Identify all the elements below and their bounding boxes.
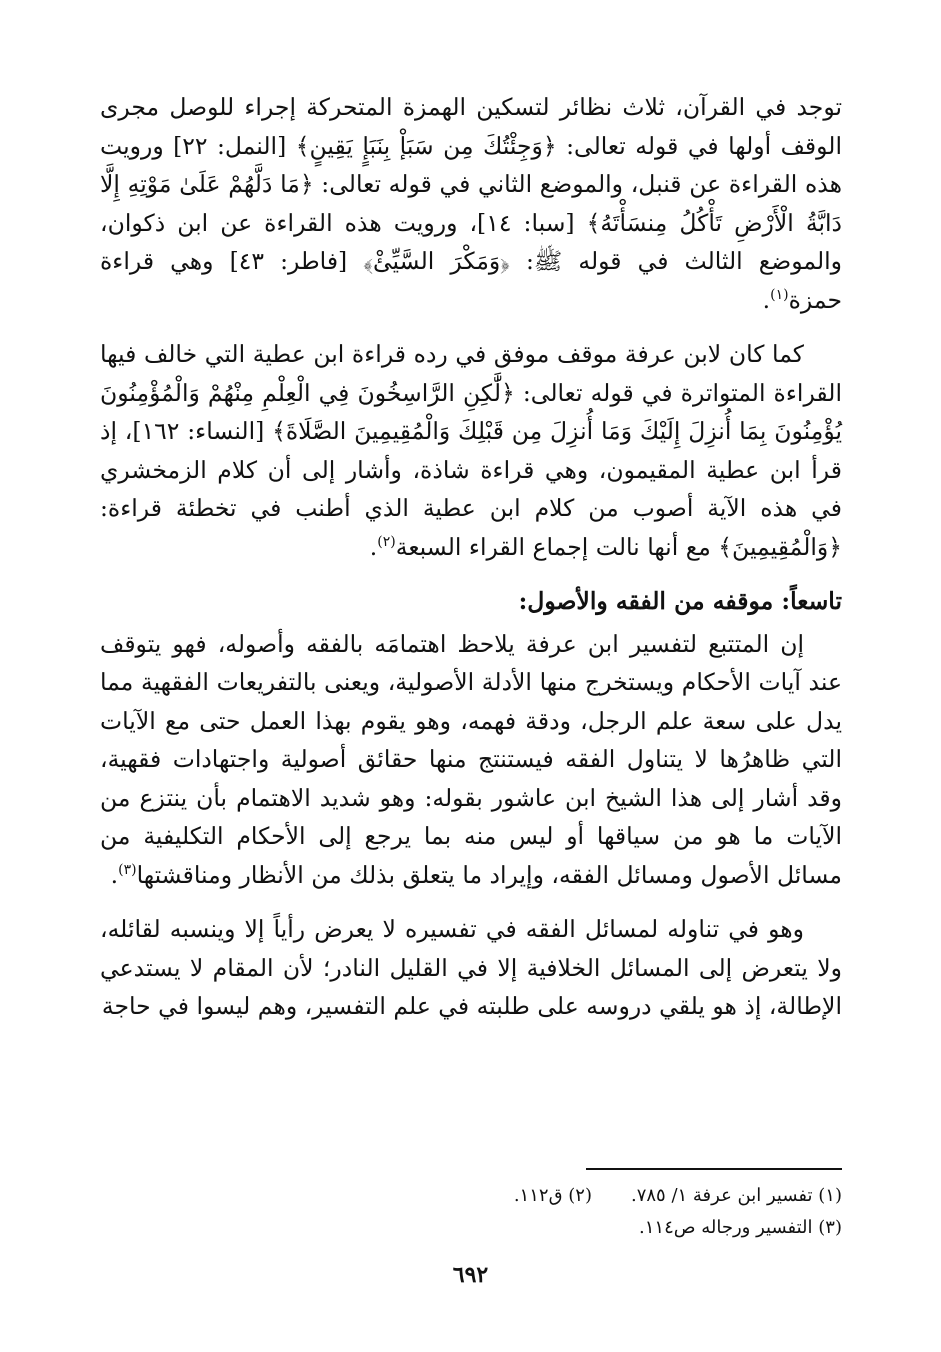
footnote-1-text: تفسير ابن عرفة ١/ ٧٨٥.	[630, 1185, 813, 1206]
footnote-ref-2: (٢)	[377, 533, 396, 550]
paragraph-1-text: توجد في القرآن، ثلاث نظائر لتسكين الهمزة المتحركة إجراء للوصل مجرى الوقف أولها في قوله تعالى: ﴿وَجِئْتُكَ مِن سَبَإْ بِنَبَإٍ يَقِينٍ﴾ [النمل: ٢٢] ورويت هذه القراءة عن قنبل، والموضع الثاني في قوله تعالى: ﴿مَا دَلَّهُمْ عَلَىٰ مَوْتِهِ إِلَّا دَابَّةُ الْأَرْضِ تَأْكُلُ مِنسَأْتَهُ﴾ [سبا: ١٤]، ورويت هذه القراءة عن ابن ذكوان، والموضع الثالث في قوله ﷺ: ﴿وَمَكْرَ السَّيِّئْ﴾ [فاطر: ٤٣] وهي قراءة حمزة	[100, 93, 842, 314]
body-text	[100, 88, 842, 1042]
footnote-row	[100, 1180, 842, 1212]
footnote-3-text: التفسير ورجاله ص١١٤.	[639, 1217, 813, 1238]
section-heading-title: موقفه من الفقه والأصول:	[518, 587, 774, 615]
footnote-3	[639, 1212, 842, 1244]
paragraph-3: إن المتتبع لتفسير ابن عرفة يلاحظ اهتمامَه بالفقه وأصوله، فهو يتوقف عند آيات الأحكام ويستخرج منها الأدلة الأصولية، ويعنى بالتفريعات الفقهية مما يدل على سعة علم الرجل، ودقة فهمه، وهو يقوم بهذا العمل حتى مع الآيات التي ظاهرُها لا يتناول الفقه فيستنتج منها حقائق أصولية واجتهادات فقهية، وقد أشار إلى هذا الشيخ ابن عاشور بقوله: وهو شديد الاهتمام بأن ينتزع من الآيات ما هو من سياقها أو ليس منه بما يرجع إلى الأحكام التكليفية من مسائل الأصول ومسائل الفقه، وإيراد ما يتعلق بذلك من الأنظار ومناقشتها$^{(٣)}$.	[100, 629, 842, 889]
footnote-2	[514, 1180, 592, 1212]
paragraph-2-text: كما كان لابن عرفة موقف موفق في رده قراءة ابن عطية التي خالف فيها القراءة المتواترة في قوله تعالى: ﴿لَّٰكِنِ الرَّاسِخُونَ فِي الْعِلْمِ مِنْهُمْ وَالْمُؤْمِنُونَ يُؤْمِنُونَ بِمَا أُنزِلَ إِلَيْكَ وَمَا أُنزِلَ مِن قَبْلِكَ وَالْمُقِيمِينَ الصَّلَاةَ﴾ [النساء: ١٦٢]، إذ قرأ ابن عطية المقيمون، وهي قراءة شاذة، وأشار إلى أن كلام الزمخشري في هذه الآية أصوب من كلام ابن عطية الذي أطنب في تخطئة قراءة: ﴿وَالْمُقِيمِينَ﴾ مع أنها نالت إجماع القراء السبعة	[100, 340, 843, 561]
section-heading	[100, 582, 842, 621]
footnote-1-number: (١)	[818, 1185, 842, 1206]
footnote-ref-1: (١)	[770, 286, 789, 303]
footnote-1	[592, 1180, 842, 1212]
footnotes	[100, 1180, 842, 1244]
footnote-ref-3: (٣)	[118, 861, 137, 878]
paragraph-4	[100, 910, 842, 1026]
page-number: ٦٩٢	[452, 1262, 489, 1288]
paragraph-4-text: وهو في تناوله لمسائل الفقه في تفسيره لا يعرض رأياً إلا وينسبه لقائله، ولا يتعرض إلى المسائل الخلافية إلا في القليل النادر؛ لأن المقام لا يستدعي الإطالة، إذ هو يلقي دروسه على طلبته في علم التفسير، وهم ليسوا في حاجة	[100, 915, 842, 1020]
paragraph-3-text: إن المتتبع لتفسير ابن عرفة يلاحظ اهتمامَه بالفقه وأصوله، فهو يتوقف عند آيات الأحكام ويستخرج منها الأدلة الأصولية، ويعنى بالتفريعات الفقهية مما يدل على سعة علم الرجل، ودقة فهمه، وهو يقوم بهذا العمل حتى مع الآيات التي ظاهرُها لا يتناول الفقه فيستنتج منها حقائق أصولية واجتهادات فقهية، وقد أشار إلى هذا الشيخ ابن عاشور بقوله: وهو شديد الاهتمام بأن ينتزع من الآيات ما هو من سياقها أو ليس منه بما يرجع إلى الأحكام التكليفية من مسائل الأصول ومسائل الفقه، وإيراد ما يتعلق بذلك من الأنظار ومناقشتها	[100, 629, 842, 889]
footnote-2-number: (٢)	[568, 1185, 592, 1206]
paragraph-2: كما كان لابن عرفة موقف موفق في رده قراءة ابن عطية التي خالف فيها القراءة المتواترة في قوله تعالى: ﴿لَّٰكِنِ الرَّاسِخُونَ فِي الْعِلْمِ مِنْهُمْ وَالْمُؤْمِنُونَ يُؤْمِنُونَ بِمَا أُنزِلَ إِلَيْكَ وَمَا أُنزِلَ مِن قَبْلِكَ وَالْمُقِيمِينَ الصَّلَاةَ﴾ [النساء: ١٦٢]، إذ قرأ ابن عطية المقيمون، وهي قراءة شاذة، وأشار إلى أن كلام الزمخشري في هذه الآية أصوب من كلام ابن عطية الذي أطنب في تخطئة قراءة: ﴿وَالْمُقِيمِينَ﴾ مع أنها نالت إجماع القراء السبعة$^{(٢)}$.	[100, 340, 843, 561]
footnote-row	[100, 1212, 842, 1244]
footnote-3-number: (٣)	[818, 1217, 842, 1238]
footnote-divider	[586, 1168, 842, 1170]
section-heading-label: تاسعاً:	[781, 587, 842, 615]
paragraph-1: توجد في القرآن، ثلاث نظائر لتسكين الهمزة المتحركة إجراء للوصل مجرى الوقف أولها في قوله تعالى: ﴿وَجِئْتُكَ مِن سَبَإْ بِنَبَإٍ يَقِينٍ﴾ [النمل: ٢٢] ورويت هذه القراءة عن قنبل، والموضع الثاني في قوله تعالى: ﴿مَا دَلَّهُمْ عَلَىٰ مَوْتِهِ إِلَّا دَابَّةُ الْأَرْضِ تَأْكُلُ مِنسَأْتَهُ﴾ [سبا: ١٤]، ورويت هذه القراءة عن ابن ذكوان، والموضع الثالث في قوله ﷺ: ﴿وَمَكْرَ السَّيِّئْ﴾ [فاطر: ٤٣] وهي قراءة حمزة$^{(١)}$.	[100, 93, 842, 314]
footnote-2-text: ق١١٢.	[513, 1185, 563, 1206]
